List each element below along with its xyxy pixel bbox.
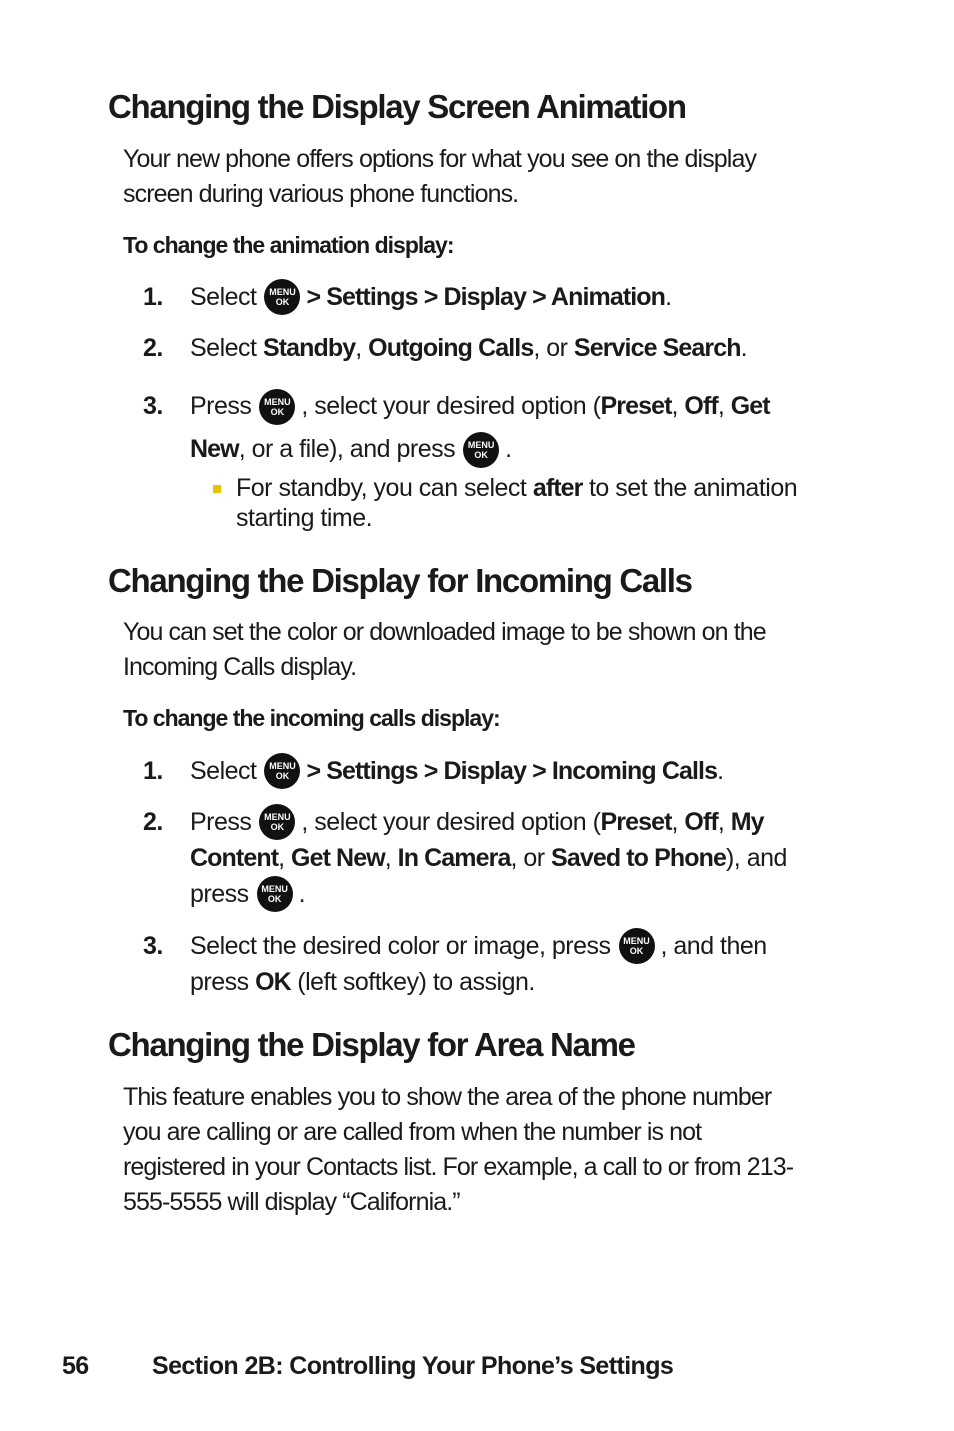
option-standby: Standby (262, 334, 356, 362)
section-heading-incoming-calls: Changing the Display for Incoming Calls (108, 562, 692, 599)
section-heading-area-name: Changing the Display for Area Name (108, 1026, 635, 1063)
intro-paragraph-incoming-calls (123, 615, 766, 685)
option-service-search: Service Search (573, 334, 741, 362)
intro-paragraph-area-name (123, 1080, 793, 1220)
ok-softkey-label: OK (255, 968, 291, 996)
step-number: 1. (143, 757, 163, 785)
menu-ok-key-icon: MENU OK (264, 753, 300, 789)
intro-line: You can set the color or downloaded image to be shown on the (123, 618, 766, 646)
menu-ok-key-icon: MENU OK (257, 876, 293, 912)
footer-section-title: Section 2B: Controlling Your Phone’s Settings (152, 1352, 674, 1380)
step-number: 2. (143, 334, 163, 362)
intro-line: you are calling or are called from when the number is not (123, 1118, 702, 1146)
menu-path: > Settings > Display > Incoming Calls (306, 757, 718, 785)
step-text: Select (190, 283, 257, 311)
section-heading-screen-animation: Changing the Display Screen Animation (108, 88, 686, 125)
step-number: 3. (143, 392, 163, 420)
intro-line: This feature enables you to show the area of the phone number (123, 1083, 772, 1111)
menu-ok-key-icon: MENU OK (259, 804, 295, 840)
menu-ok-key-icon: MENU OK (463, 432, 499, 468)
menu-ok-key-icon: MENU OK (619, 928, 655, 964)
step-number: 1. (143, 283, 163, 311)
menu-ok-key-icon: MENU OK (264, 279, 300, 315)
option-outgoing-calls: Outgoing Calls (368, 334, 534, 362)
manual-page: Changing the Display Screen Animation Your new phone offers options for what you see on the display screen during various phone functions. To change the animation display: 1. Select MENU OK > Settings > Display > Animation . 2. Select Standby , Outgoing Calls , or Service Search . 3. Press MENU OK , select your desired option ( Preset , Off , Get New , or a file), and press MENU OK . For standby, you can select after to set the animation starting time. Changing the Display for Incoming Calls You can set the color or downloaded image to be shown on the Incoming Calls display. To change the incoming calls display: 1. Select MENU OK > Settings > Display > Incoming Calls . 2. Press MENU OK , select your desired option ( Preset , Off , My Content , Get New , In Camera , or Saved to Phone ), and press MENU OK . 3. Select the desired color or image, press MENU OK , and then press OK (left softkey) to assign. Changing the Display for Area Name This feature enables you to show the area of the phone number you are calling or are called from when the number is not registered in your Contacts list. For example, a call to or from 213- 555-5555 will display “California.” 56 Section 2B: Controlling Your Phone’s Settings (62, 88, 798, 1380)
intro-line: Your new phone offers options for what you see on the display (123, 145, 757, 173)
menu-ok-key-icon: MENU OK (259, 389, 295, 425)
subheading-incoming-calls: To change the incoming calls display: (123, 705, 500, 731)
step-number: 3. (143, 932, 163, 960)
intro-line: Incoming Calls display. (123, 653, 357, 681)
subheading-animation: To change the animation display: (123, 232, 454, 258)
intro-paragraph-animation (123, 142, 756, 212)
step-number: 2. (143, 808, 163, 836)
menu-path: > Settings > Display > Animation (306, 283, 666, 311)
intro-line: 555-5555 will display “California.” (123, 1188, 460, 1216)
bullet-square-icon (213, 485, 221, 493)
intro-line: screen during various phone functions. (123, 180, 519, 208)
page-number: 56 (62, 1352, 89, 1380)
intro-line: registered in your Contacts list. For example, a call to or from 213- (123, 1153, 794, 1181)
